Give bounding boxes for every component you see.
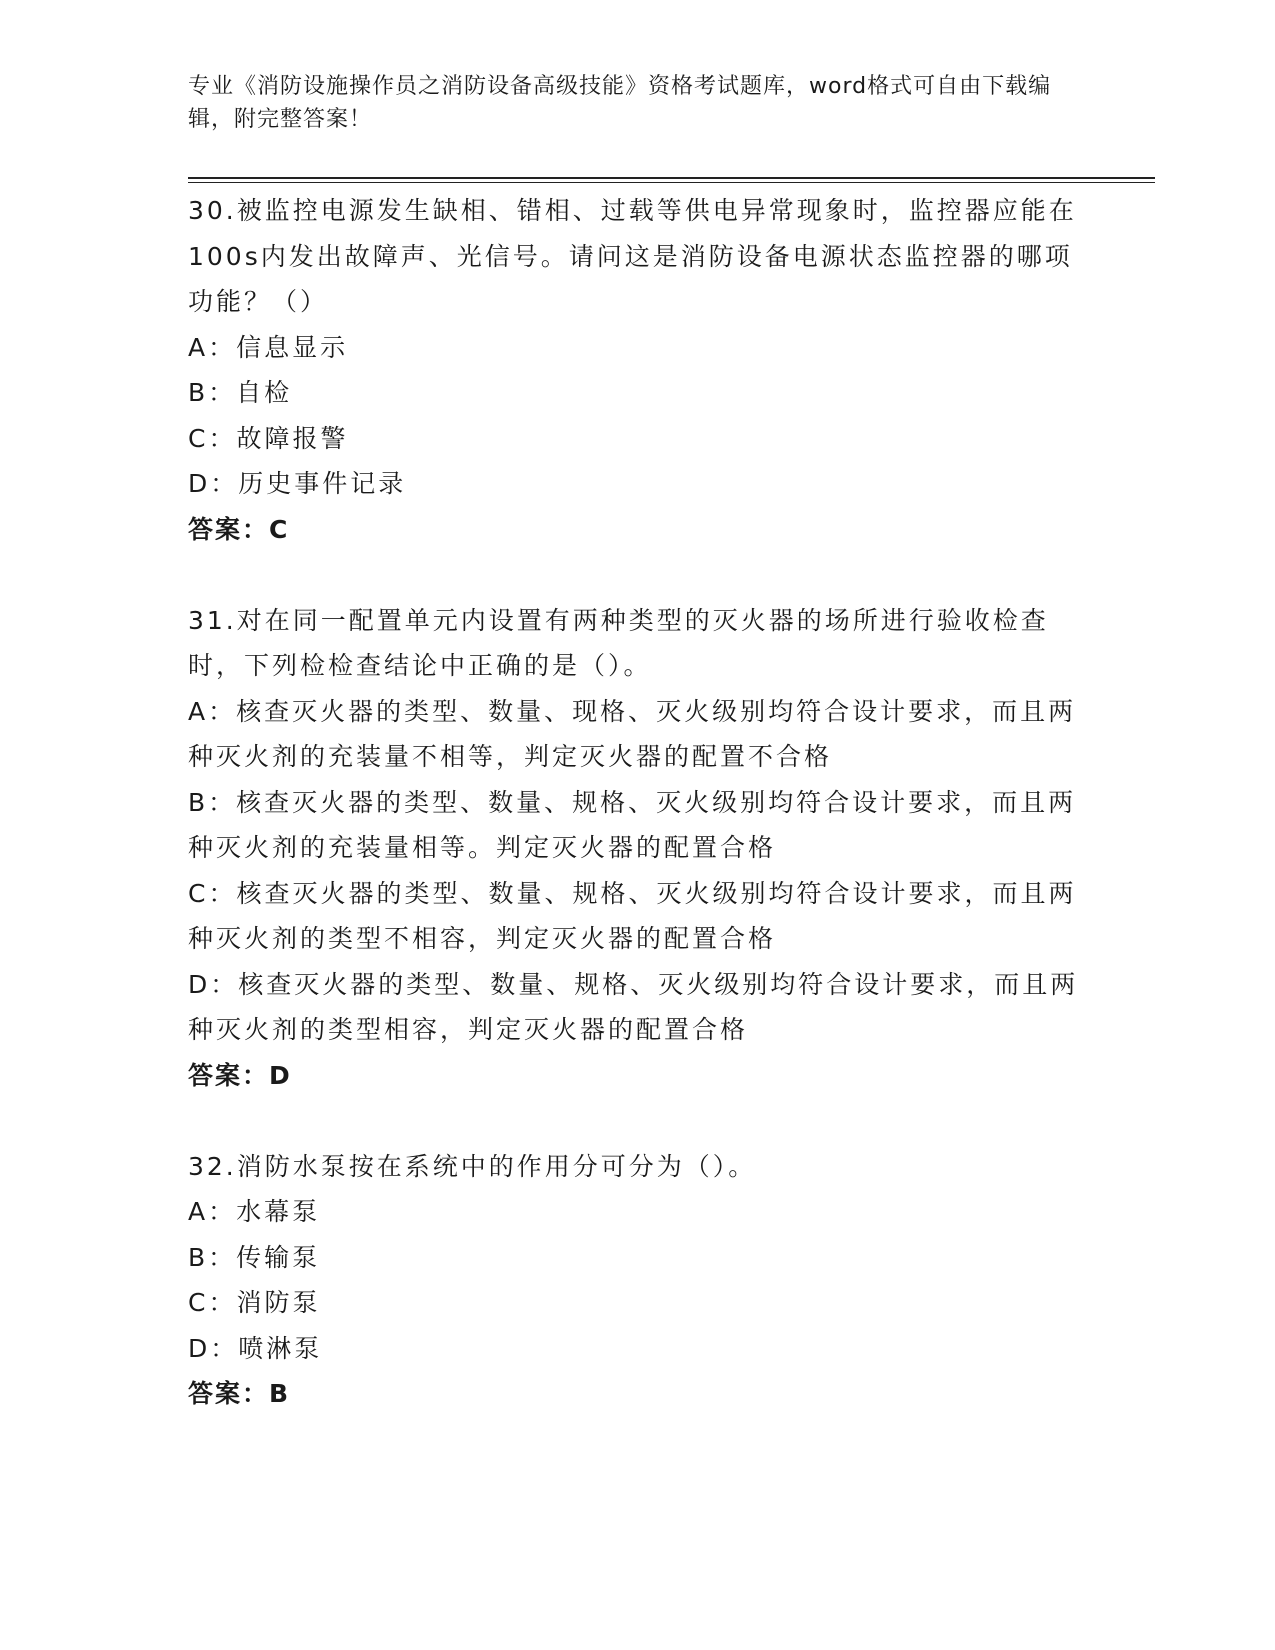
question-list xyxy=(188,188,1088,1417)
option-b: B：自检 xyxy=(188,378,293,407)
header-divider-thick xyxy=(188,177,1155,179)
question-30 xyxy=(188,188,1088,552)
question-spacer xyxy=(188,552,1088,598)
question-stem: 30.被监控电源发生缺相、错相、过载等供电异常现象时，监控器应能在100s内发出故障声、光信号。请问这是消防设备电源状态监控器的哪项功能？（） xyxy=(188,196,1077,316)
option-d: D：历史事件记录 xyxy=(188,469,407,498)
option-b: B：传输泵 xyxy=(188,1242,321,1272)
option-c: C：故障报警 xyxy=(188,423,349,453)
option-d: D：喷淋泵 xyxy=(188,1333,323,1363)
option-c: C：消防泵 xyxy=(188,1288,321,1317)
question-31 xyxy=(188,598,1088,1099)
question-stem: 31.对在同一配置单元内设置有两种类型的灭火器的场所进行验收检查时，下列检检查结论中正确的是（）。 xyxy=(188,605,1049,680)
question-spacer xyxy=(188,1098,1088,1144)
header-text: 专业《消防设施操作员之消防设备高级技能》资格考试题库，word格式可自由下载编辑，附完整答案！ xyxy=(188,74,1052,132)
question-stem: 32.消防水泵按在系统中的作用分可分为（）。 xyxy=(188,1151,757,1181)
option-a: A：信息显示 xyxy=(188,332,349,362)
answer: 答案：B xyxy=(188,1379,291,1408)
answer: 答案：D xyxy=(188,1060,292,1090)
header-divider-thin xyxy=(188,182,1155,183)
option-a: A：核查灭火器的类型、数量、现格、灭火级别均符合设计要求，而且两种灭火剂的充装量不相等，判定灭火器的配置不合格 xyxy=(188,696,1077,771)
option-d: D：核查灭火器的类型、数量、规格、灭火级别均符合设计要求，而且两种灭火剂的类型相容，判定灭火器的配置合格 xyxy=(188,969,1079,1044)
option-c: C：核查灭火器的类型、数量、规格、灭火级别均符合设计要求，而且两种灭火剂的类型不相容，判定灭火器的配置合格 xyxy=(188,878,1077,953)
answer: 答案：C xyxy=(188,514,290,544)
page-header xyxy=(188,70,1068,136)
option-a: A：水幕泵 xyxy=(188,1197,321,1226)
question-32 xyxy=(188,1144,1088,1417)
option-b: B：核查灭火器的类型、数量、规格、灭火级别均符合设计要求，而且两种灭火剂的充装量相等。判定灭火器的配置合格 xyxy=(188,787,1077,862)
